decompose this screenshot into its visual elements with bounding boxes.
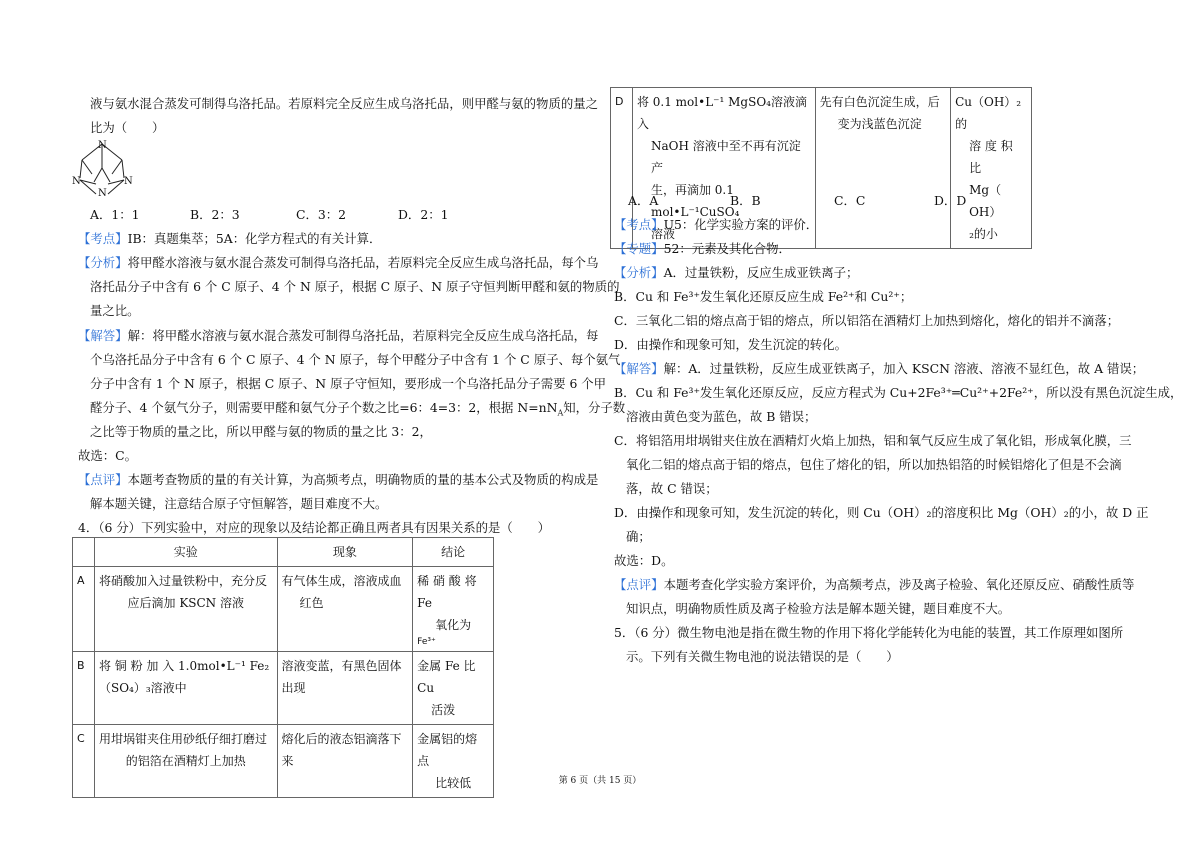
q3-option-d: D．2：1	[398, 207, 449, 222]
page-footer: 第 6 页（共 15 页）	[558, 776, 642, 786]
svg-text:N: N	[124, 176, 133, 187]
concl-line: 金属铝的熔点	[417, 732, 478, 768]
jieda-tail: 知，分子数	[563, 400, 626, 415]
left-dianping-line1	[78, 472, 598, 488]
concl-line: 溶 度 积 比	[969, 139, 1013, 175]
left-fenxi-line2: 洛托品分子中含有 6 个 C 原子、4 个 N 原子，根据 C 原子、N 原子守恒判断甲醛和氨的物质的	[90, 279, 620, 294]
fenxi-text: 将甲醛水溶液与氨水混合蒸发可制得乌洛托品，若原料完全反应生成乌洛托品，每个乌	[127, 255, 599, 270]
q4-table	[72, 537, 494, 798]
urotropine-structure-figure	[70, 138, 134, 200]
svg-text:N: N	[98, 188, 107, 199]
right-jieda-line4: C．将铝箔用坩埚钳夹住放在酒精灯火焰上加热，铝和氧气反应生成了氧化铝，形成氧化膜，三	[614, 433, 1132, 448]
right-jieda-line6: 落，故 C 错误；	[626, 481, 718, 496]
right-dianping-line2: 知识点，明确物质性质及离子检验方法是解本题关键，题目难度不大。	[626, 601, 1011, 616]
left-jieda-line1	[78, 328, 598, 344]
left-dianping-line2: 解本题关键，注意结合原子守恒解答，题目难度不大。	[90, 496, 388, 511]
exp-line: 生，再滴加 0.1 mol•L⁻¹CuSO₄	[650, 183, 740, 219]
exp-line: 将 铜 粉 加 入 1.0mol•L⁻¹ Fe₂	[98, 659, 270, 673]
concl-line: 稀 硝 酸 将 Fe	[417, 574, 477, 610]
left-jieda-line2: 个乌洛托品分子中含有 6 个 C 原子、4 个 N 原子，每个甲醛分子中含有 1 个 C 原子、每个氨气	[90, 352, 621, 367]
row-phen	[277, 652, 413, 725]
fenxi-tag: 【分析】	[614, 265, 664, 280]
phen-line: 先有白色沉淀生成，后	[819, 95, 940, 109]
concl-line: Cu（OH）₂的	[955, 95, 1022, 131]
row-concl	[413, 725, 494, 798]
left-jieda-line5: 之比等于物质的量之比，所以甲醛与氨的物质的量之比 3：2，	[90, 424, 432, 439]
kaodian-tag: 【考点】	[78, 231, 128, 246]
phen-line: 有气体生成，溶液成血	[281, 574, 402, 588]
kaodian-text: IB：真题集萃；5A：化学方程式的有关计算．	[127, 231, 382, 246]
q5-line1: 5．（6 分）微生物电池是指在微生物的作用下将化学能转化为电能的装置，其工作原理如图所	[614, 625, 1124, 640]
concl-line: Fe³⁺	[417, 637, 436, 647]
left-kaodian	[78, 231, 381, 247]
q3-option-b: B．2：3	[190, 207, 240, 222]
right-jieda-line2: B．Cu 和 Fe³⁺发生氧化还原反应，反应方程式为 Cu+2Fe³⁺═Cu²⁺+2Fe²⁺，所以没有黑色沉淀生成，	[614, 385, 1183, 400]
right-kaodian	[614, 217, 818, 233]
row-phen	[277, 725, 413, 798]
right-fenxi-line3: C．三氧化二铝的熔点高于铝的熔点，所以铝箔在酒精灯上加热到熔化，熔化的铝并不滴落；	[614, 313, 1120, 328]
zhuanti-tag: 【专题】	[614, 241, 664, 256]
fenxi-text: A．过量铁粉，反应生成亚铁离子；	[663, 265, 859, 280]
exp-line: 溶液	[650, 227, 675, 241]
table-row	[73, 725, 494, 798]
phen-line: 溶液变蓝，有黑色固体	[281, 659, 402, 673]
concl-line: ₂的小	[969, 227, 998, 241]
table-row	[73, 567, 494, 652]
row-label: A	[73, 567, 95, 652]
dianping-tag: 【点评】	[614, 577, 664, 592]
row-exp	[94, 652, 277, 725]
jieda-sub: A	[557, 408, 564, 418]
phen-line: 红色	[299, 596, 324, 610]
kaodian-text: U5：化学实验方案的评价．	[663, 217, 819, 232]
row-exp	[94, 567, 277, 652]
q3-option-c: C．3：2	[296, 207, 347, 222]
fenxi-tag: 【分析】	[78, 255, 128, 270]
right-jieda-line8: 确；	[626, 529, 651, 544]
q4-option-b: B．B	[730, 193, 761, 208]
svg-text:N: N	[72, 176, 81, 187]
q4-option-c: C．C	[834, 193, 866, 208]
jieda-line4-text: 醛分子、4 个氨气分子，则需要甲醛和氨气分子个数之比=6：4=3：2，根据 N=nN	[90, 400, 558, 415]
right-zhuanti	[614, 241, 791, 257]
jieda-tag: 【解答】	[614, 361, 664, 376]
kaodian-tag: 【考点】	[614, 217, 664, 232]
right-fenxi-line1	[614, 265, 858, 281]
exp-line: 的铝箔在酒精灯上加热	[125, 754, 246, 768]
concl-line: 比较低	[435, 776, 472, 790]
phen-line: 来	[281, 754, 294, 768]
table-header-row	[73, 538, 494, 567]
table-header-exp: 实验	[94, 538, 277, 567]
right-guxuan: 故选：D。	[614, 553, 674, 568]
right-dianping-line1	[614, 577, 1134, 593]
q4-stem: 4．（6 分）下列实验中，对应的现象以及结论都正确且两者具有因果关系的是（ ）	[78, 520, 550, 535]
table-header-phen: 现象	[277, 538, 413, 567]
exp-line: 用坩埚钳夹住用砂纸仔细打磨过	[98, 732, 267, 746]
row-concl	[413, 567, 494, 652]
exp-line: 应后滴加 KSCN 溶液	[127, 596, 244, 610]
zhuanti-text: 52：元素及其化合物．	[663, 241, 791, 256]
phen-line: 熔化后的液态铝滴落下	[281, 732, 402, 746]
table-row	[73, 652, 494, 725]
exp-line: NaOH 溶液中至不再有沉淀产	[650, 139, 801, 175]
exp-line: 将硝酸加入过量铁粉中，充分反	[98, 574, 267, 588]
concl-line: 金属 Fe 比 Cu	[417, 659, 476, 695]
row-concl	[413, 652, 494, 725]
exp-line: （SO₄）₃溶液中	[98, 681, 187, 695]
right-jieda-line7: D．由操作和现象可知，发生沉淀的转化，则 Cu（OH）₂的溶度积比 Mg（OH）₂的小，故 D 正	[614, 505, 1149, 520]
row-label: B	[73, 652, 95, 725]
q4-option-a: A．A	[628, 193, 659, 208]
concl-line: Mg（ OH）	[969, 183, 1002, 219]
table-header-concl: 结论	[413, 538, 494, 567]
phen-line: 出现	[281, 681, 306, 695]
right-jieda-line3: 溶液由黄色变为蓝色，故 B 错误；	[626, 409, 817, 424]
right-fenxi-line4: D．由操作和现象可知，发生沉淀的转化。	[614, 337, 847, 352]
q3-line2: 比为（ ）	[90, 120, 165, 135]
left-guxuan: 故选：C。	[78, 448, 138, 463]
row-label: C	[73, 725, 95, 798]
left-jieda-line4	[90, 400, 625, 421]
row-concl	[951, 88, 1032, 249]
exp-line: 将 0.1 mol•L⁻¹ MgSO₄溶液滴入	[636, 95, 807, 131]
dianping-text: 本题考查物质的量的有关计算，为高频考点，明确物质的量的基本公式及物质的构成是	[127, 472, 599, 487]
q5-line2: 示。下列有关微生物电池的说法错误的是（ ）	[626, 649, 899, 664]
right-jieda-line5: 氧化二铝的熔点高于铝的熔点，包住了熔化的铝，所以加热铝箔的时候铝熔化了但是不会滴	[626, 457, 1122, 472]
jieda-text: 解：将甲醛水溶液与氨水混合蒸发可制得乌洛托品，若原料完全反应生成乌洛托品，每	[127, 328, 599, 343]
dianping-text: 本题考查化学实验方案评价，为高频考点，涉及离子检验、氧化还原反应、硝酸性质等	[663, 577, 1135, 592]
phen-line: 变为浅蓝色沉淀	[837, 117, 922, 131]
svg-text:N: N	[98, 140, 107, 151]
q3-line1: 液与氨水混合蒸发可制得乌洛托品。若原料完全反应生成乌洛托品，则甲醛与氨的物质的量之	[90, 96, 599, 111]
left-fenxi-line3: 量之比。	[90, 303, 140, 318]
q4-option-d: D．D	[934, 193, 967, 208]
jieda-tag: 【解答】	[78, 328, 128, 343]
concl-line: 活泼	[431, 703, 456, 717]
table-header-blank	[73, 538, 95, 567]
row-phen	[277, 567, 413, 652]
q3-option-a: A．1：1	[90, 207, 140, 222]
row-label: D	[611, 88, 633, 249]
jieda-text: 解：A．过量铁粉，反应生成亚铁离子，加入 KSCN 溶液、溶液不显红色，故 A 错误；	[663, 361, 1145, 376]
row-exp	[94, 725, 277, 798]
dianping-tag: 【点评】	[78, 472, 128, 487]
concl-line: 氧化为	[435, 618, 472, 632]
row-phen	[815, 88, 951, 249]
left-fenxi-line1	[78, 255, 598, 271]
right-fenxi-line2: B．Cu 和 Fe³⁺发生氧化还原反应生成 Fe²⁺和 Cu²⁺；	[614, 289, 913, 304]
left-jieda-line3: 分子中含有 1 个 N 原子，根据 C 原子、N 原子守恒知，要形成一个乌洛托品分子需要 6 个甲	[90, 376, 607, 391]
right-jieda-line1	[614, 361, 1144, 377]
